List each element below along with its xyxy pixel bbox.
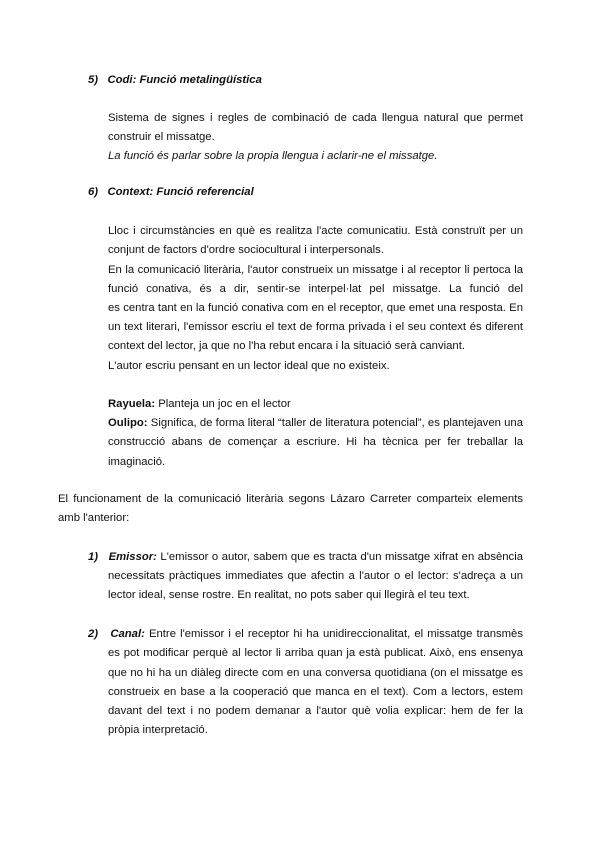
paragraph-line: es pot modificar perquè al lector li arriba quan ja està publicat. Això, ens ensenya [108,647,523,659]
paragraph-line: construir el missatge. [108,131,215,143]
paragraph-line: lector ideal, sense rostre. En realitat, no pots saber qui llegirà el teu text. [108,589,470,601]
paragraph-line: Lloc i circumstàncies en què es realitza l'acte comunicatiu. Està construït per un [108,225,523,237]
example-oulipo: Oulipo: Significa, de forma literal “taller de literatura potencial”, es plantejaven una [108,417,523,429]
paragraph-line: Sistema de signes i regles de combinació de cada llengua natural que permet [108,112,523,124]
paragraph-line: context del lector, ja que no l'ha rebut encara i la situació serà canviant. [108,340,465,352]
paragraph-line: imaginació. [108,456,166,468]
paragraph-line: que no hi ha un diàleg directe com en una conversa quotidiana (on el missatge es [108,667,523,679]
intro-line: amb l'anterior: [58,512,130,524]
heading-context: 6) Context: Funció referencial [88,186,254,198]
paragraph-line: construcció abans de començar a escriure. Hi ha tècnica per fer treballar la [108,436,523,448]
paragraph-line: conjunt de factors d'ordre sociocultural i interpersonals. [108,244,384,256]
paragraph-line: davant del text i no podem demanar a l'autor què volia explicar: hem de fer la [108,705,523,717]
item-canal: 2) Canal: Entre l'emissor i el receptor hi ha unidireccionalitat, el missatge transmès [88,628,523,640]
heading-codi: 5) Codi: Funció metalingüística [88,74,262,86]
intro-line: El funcionament de la comunicació literària segons Lázaro Carreter comparteix elements [58,493,523,505]
example-rayuela: Rayuela: Planteja un joc en el lector [108,398,291,410]
item-emissor: 1) Emissor: L'emissor o autor, sabem que es tracta d'un missatge xifrat en absència [88,551,523,563]
paragraph-line: funció conativa, és a dir, sentir-se interpel·lat pel missatge. La funció del [108,283,523,295]
paragraph-line: pròpia interpretació. [108,724,208,736]
paragraph-line: necessitats pràctiques immediates que afectin a l'autor o el lector: s'adreça a un [108,570,523,582]
paragraph-line: construeix en base a la cooperació que manca en el text). Com a lectors, estem [108,686,523,698]
italic-line: La funció és parlar sobre la propia llengua i aclarir-ne el missatge. [108,150,438,162]
paragraph-line: En la comunicació literària, l'autor construeix un missatge i al receptor li pertoca la [108,264,523,276]
paragraph-line: un text literari, l'emissor escriu el text de forma privada i el seu context és diferent [108,321,523,333]
paragraph-line: es centra tant en la funció conativa com en el receptor, que emet una resposta. En [108,302,523,314]
paragraph-line: L'autor escriu pensant en un lector ideal que no existeix. [108,360,390,372]
